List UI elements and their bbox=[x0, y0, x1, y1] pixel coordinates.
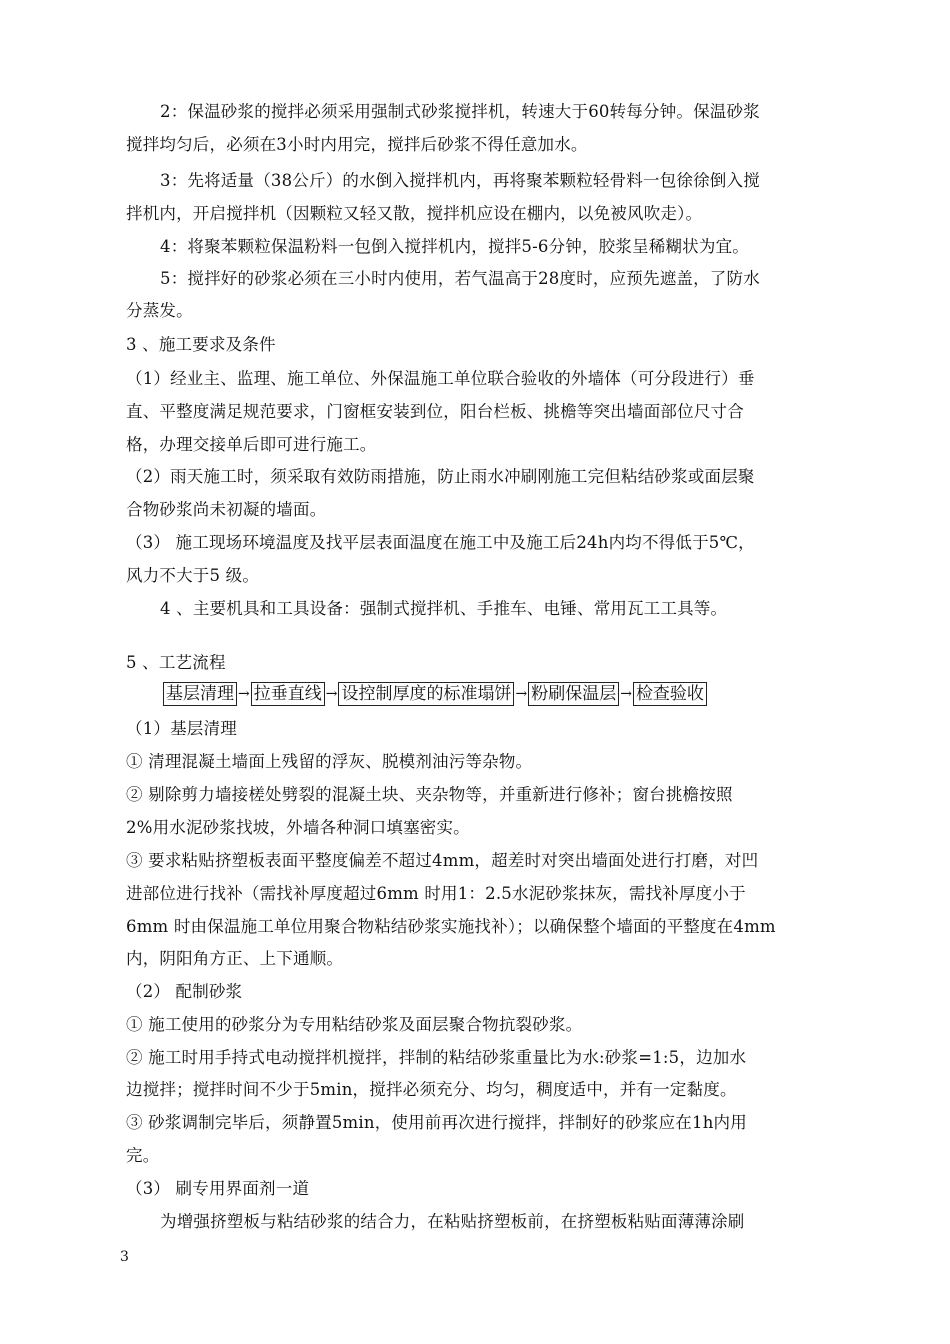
paragraph-line: ② 剔除剪力墙接槎处劈裂的混凝土块、夹杂物等，并重新进行修补；窗台挑檐按照 bbox=[126, 785, 733, 804]
paragraph-line: 合物砂浆尚未初凝的墙面。 bbox=[126, 500, 327, 519]
paragraph-line: ① 施工使用的砂浆分为专用粘结砂浆及面层聚合物抗裂砂浆。 bbox=[126, 1015, 583, 1034]
paragraph-line: ① 清理混凝土墙面上残留的浮灰、脱模剂油污等杂物。 bbox=[126, 752, 533, 771]
flow-step: 基层清理 bbox=[163, 682, 237, 706]
paragraph-line: 4：将聚苯颗粒保温粉料一包倒入搅拌机内，搅拌5-6分钟，胶浆呈稀糊状为宜。 bbox=[160, 237, 749, 256]
section-heading: 4 、主要机具和工具设备：强制式搅拌机、手推车、电锤、常用瓦工工具等。 bbox=[160, 599, 728, 618]
arrow-right-icon: → bbox=[238, 686, 250, 702]
flow-step: 粉刷保温层 bbox=[528, 682, 619, 706]
arrow-right-icon: → bbox=[325, 686, 338, 702]
section-heading: 5 、工艺流程 bbox=[126, 653, 226, 672]
paragraph-line: 3：先将适量（38公斤）的水倒入搅拌机内，再将聚苯颗粒轻骨料一包徐徐倒入搅 bbox=[160, 171, 760, 190]
paragraph-line: 搅拌均匀后，必须在3小时内用完，搅拌后砂浆不得任意加水。 bbox=[126, 135, 588, 154]
page-number: 3 bbox=[120, 1249, 129, 1265]
paragraph-line: 直、平整度满足规范要求，门窗框安装到位，阳台栏板、挑檐等突出墙面部位尺寸合 bbox=[126, 402, 744, 421]
paragraph-line: 5：搅拌好的砂浆必须在三小时内使用，若气温高于28度时，应预先遮盖，了防水 bbox=[160, 269, 760, 288]
paragraph-line: 为增强挤塑板与粘结砂浆的结合力，在粘贴挤塑板前，在挤塑板粘贴面薄薄涂刷 bbox=[160, 1212, 745, 1231]
arrow-right-icon: → bbox=[515, 686, 528, 702]
subsection-heading: （3） 刷专用界面剂一道 bbox=[126, 1179, 310, 1198]
flow-step: 检查验收 bbox=[633, 682, 707, 706]
paragraph-line: 进部位进行找补（需找补厚度超过6mm 时用1：2.5水泥砂浆抹灰，需找补厚度小于 bbox=[126, 884, 746, 903]
subsection-heading: （1）基层清理 bbox=[126, 719, 237, 738]
paragraph-line: 边搅拌；搅拌时间不少于5min，搅拌必须充分、均匀，稠度适中，并有一定黏度。 bbox=[126, 1080, 737, 1099]
paragraph-line: 风力不大于5 级。 bbox=[126, 566, 260, 585]
paragraph-line: （3） 施工现场环境温度及找平层表面温度在施工中及施工后24h内均不得低于5℃， bbox=[126, 533, 755, 552]
paragraph-line: 2：保温砂浆的搅拌必须采用强制式砂浆搅拌机，转速大于60转每分钟。保温砂浆 bbox=[160, 102, 760, 121]
paragraph-line: （1）经业主、监理、施工单位、外保温施工单位联合验收的外墙体（可分段进行）垂 bbox=[126, 369, 755, 388]
paragraph-line: 内，阴阳角方正、上下通顺。 bbox=[126, 949, 344, 968]
process-flow bbox=[163, 681, 707, 707]
paragraph-line: ② 施工时用手持式电动搅拌机搅拌，拌制的粘结砂浆重量比为水:砂浆=1:5，边加水 bbox=[126, 1048, 747, 1067]
paragraph-line: 完。 bbox=[126, 1146, 160, 1165]
section-heading: 3 、施工要求及条件 bbox=[126, 335, 276, 354]
paragraph-line: 分蒸发。 bbox=[126, 301, 193, 320]
paragraph-line: （2）雨天施工时，须采取有效防雨措施，防止雨水冲刷刚施工完但粘结砂浆或面层聚 bbox=[126, 467, 755, 486]
flow-step: 拉垂直线 bbox=[251, 682, 325, 706]
paragraph-line: ③ 砂浆调制完毕后，须静置5min，使用前再次进行搅拌，拌制好的砂浆应在1h内用 bbox=[126, 1113, 747, 1132]
subsection-heading: （2） 配制砂浆 bbox=[126, 982, 243, 1001]
paragraph-line: 2%用水泥砂浆找坡，外墙各种洞口填塞密实。 bbox=[126, 818, 470, 837]
paragraph-line: 6mm 时由保温施工单位用聚合物粘结砂浆实施找补）；以确保整个墙面的平整度在4mm bbox=[126, 917, 776, 936]
arrow-right-icon: → bbox=[620, 686, 632, 702]
paragraph-line: 拌机内，开启搅拌机（因颗粒又轻又散，搅拌机应设在棚内，以免被风吹走）。 bbox=[126, 204, 703, 223]
paragraph-line: ③ 要求粘贴挤塑板表面平整度偏差不超过4mm，超差时对突出墙面处进行打磨，对凹 bbox=[126, 851, 759, 870]
paragraph-line: 格，办理交接单后即可进行施工。 bbox=[126, 435, 377, 454]
flow-step: 设控制厚度的标准塌饼 bbox=[338, 682, 514, 706]
